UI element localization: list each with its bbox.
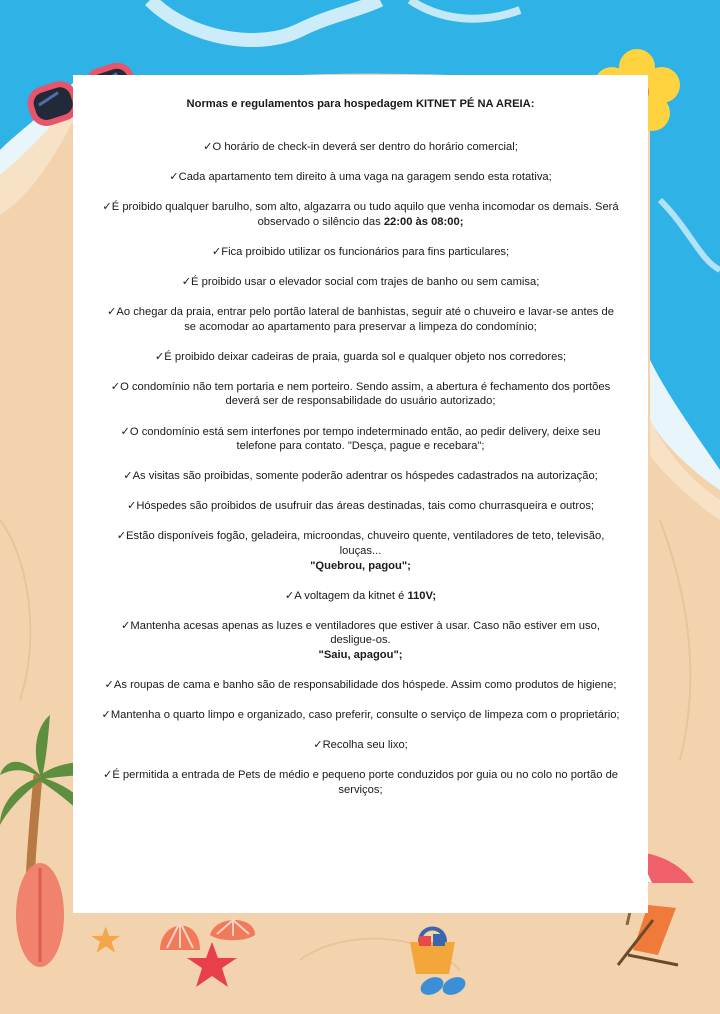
rule-text: ✓O condomínio está sem interfones por tempo indeterminado então, ao pedir delivery, deixe seu telefone para contato. "Desça, pague e recebara"; [120,425,601,453]
rule-emphasis-line: "Quebrou, pagou"; [310,559,411,572]
starfish-icon [185,940,240,990]
rule-item [101,380,620,409]
flip-flops-icon [418,972,470,1000]
rule-text: ✓Mantenha acesas apenas as luzes e ventiladores que estiver à usar. Caso não estiver em uso, desligue-os. [121,619,600,647]
rule-item [101,245,620,260]
rule-item [101,275,620,290]
rule-item [101,350,620,365]
rule-text: ✓As roupas de cama e banho são de responsabilidade dos hóspede. Assim como produtos de higiene; [104,679,617,692]
rule-bold-text: 110V; [407,589,437,602]
rule-item [101,305,620,334]
rule-item [101,425,620,454]
rule-text: ✓O horário de check-in deverá ser dentro do horário comercial; [203,141,518,153]
starfish-icon [90,925,122,955]
rule-text: ✓É proibido qualquer barulho, som alto, algazarra ou tudo aquilo que venha incomodar os demais. Será observado o silêncio das [102,201,619,228]
rule-text: ✓O condomínio não tem portaria e nem porteiro. Sendo assim, a abertura é fechamento dos portões deverá ser de responsabilidade do usuário autorizado; [110,380,611,408]
rule-item [101,708,620,723]
beach-bag-icon [405,922,460,977]
rule-item [101,140,620,155]
rules-list [101,140,620,798]
rule-item [101,619,620,663]
rule-item [101,768,620,797]
rule-item [101,529,620,573]
rule-text: ✓Recolha seu lixo; [313,739,408,752]
rule-item [101,589,620,604]
rule-item [101,499,620,514]
rule-text: ✓É permitida a entrada de Pets de médio e pequeno porte conduzidos por guia ou no colo no portão de serviços; [102,769,619,796]
rule-item [101,469,620,484]
rules-card [73,75,648,913]
rule-text: ✓Estão disponíveis fogão, geladeira, microondas, chuveiro quente, ventiladores de teto, televisão, louças... [116,530,605,557]
rule-item [101,678,620,693]
rule-item [101,738,620,753]
rule-text: ✓É proibido usar o elevador social com trajes de banho ou sem camisa; [181,275,540,288]
surfboard-icon [5,860,75,970]
rule-bold-text: 22:00 às 08:00; [383,215,464,228]
document-title: Normas e regulamentos para hospedagem KITNET PÉ NA AREIA: [186,98,535,110]
rule-text: ✓Fica proibido utilizar os funcionários para fins particulares; [211,245,510,258]
rule-item [101,200,620,229]
rule-text: ✓Mantenha o quarto limpo e organizado, caso preferir, consulte o serviço de limpeza com o proprietário; [101,709,620,722]
rule-item [101,170,620,185]
rule-text: ✓As visitas são proibidas, somente poderão adentrar os hóspedes cadastrados na autorização; [123,470,598,483]
rule-text: ✓Ao chegar da praia, entrar pelo portão lateral de banhistas, seguir até o chuveiro e lavar-se antes de se acomodar ao apartamento para preservar a limpeza do condomínio; [107,306,614,333]
rule-text: ✓A voltagem da kitnet é [284,589,408,602]
rule-text: ✓Hóspedes são proibidos de usufruir das áreas destinadas, tais como churrasqueira e outros; [126,500,595,513]
rule-text: ✓É proibido deixar cadeiras de praia, guarda sol e qualquer objeto nos corredores; [154,350,567,363]
rule-text: ✓Cada apartamento tem direito à uma vaga na garagem sendo esta rotativa; [169,171,552,184]
rule-emphasis-line: "Saiu, apagou"; [318,648,403,661]
